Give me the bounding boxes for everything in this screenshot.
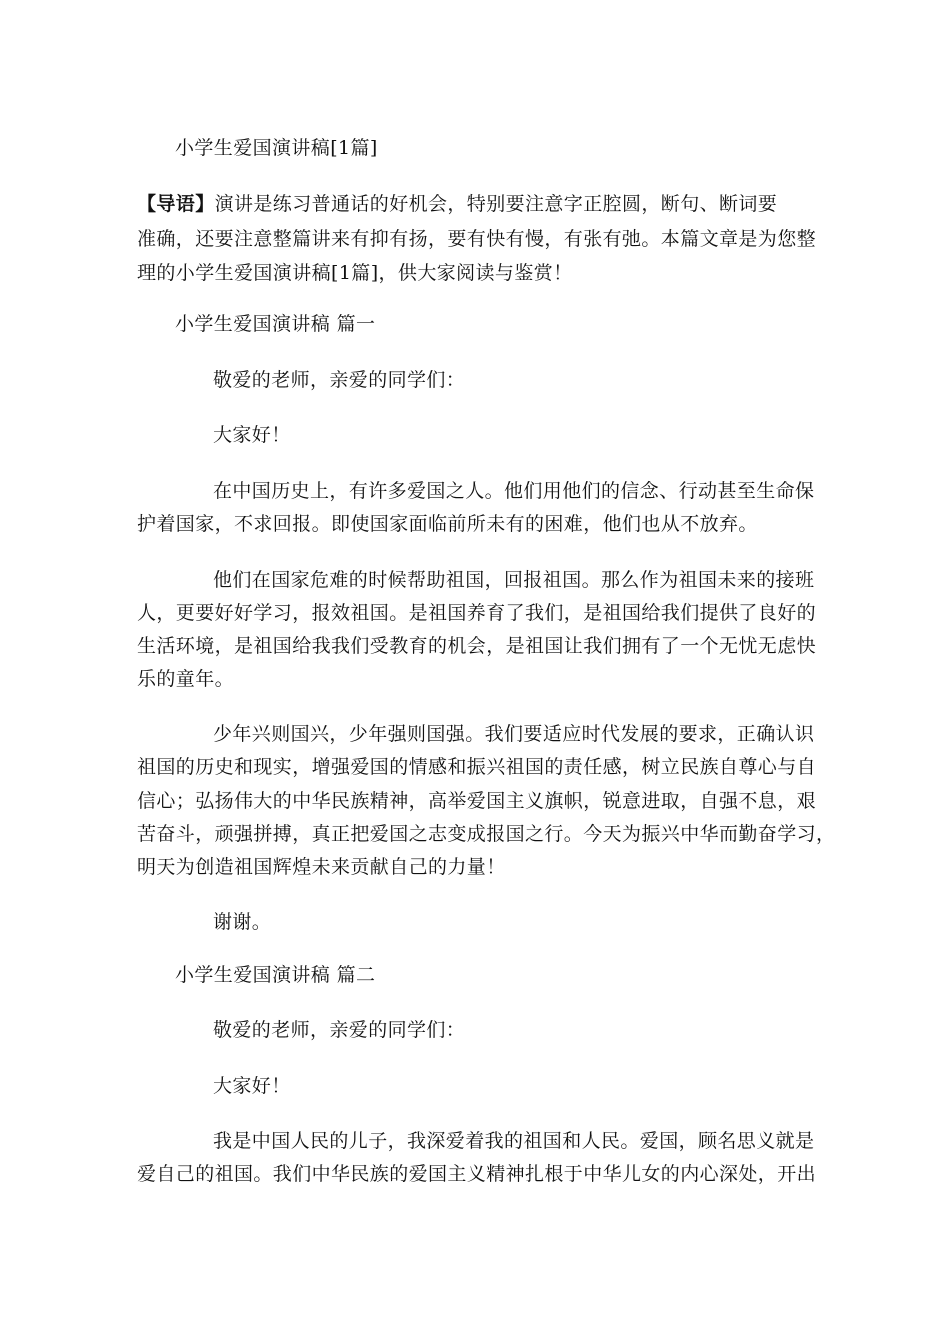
section1-p3-line2: 祖国的历史和现实，增强爱国的情感和振兴祖国的责任感，树立民族自尊心与自 [137,756,817,778]
section1-greeting: 大家好！ [213,424,291,446]
section1-p2-line4: 乐的童年。 [137,668,235,690]
section2-p1-line1: 我是中国人民的儿子，我深爱着我的祖国和人民。爱国，顾名思义就是 [213,1130,815,1152]
section2-greeting: 大家好！ [213,1075,291,1097]
section1-closing: 谢谢。 [213,911,272,933]
section1-p3-line4: 苦奋斗，顽强拼搏，真正把爱国之志变成报国之行。今天为振兴中华而勤奋学习， [137,823,836,845]
section1-p3-line3: 信心；弘扬伟大的中华民族精神，高举爱国主义旗帜，锐意进取，自强不息，艰 [137,790,817,812]
section1-p2-line3: 生活环境，是祖国给我我们受教育的机会，是祖国让我们拥有了一个无忧无虑快 [137,635,817,657]
section1-p3-line5: 明天为创造祖国辉煌未来贡献自己的力量！ [137,856,506,878]
intro-text-1: 演讲是练习普通话的好机会，特别要注意字正腔圆，断句、断词要 [214,193,778,215]
intro-line-3: 理的小学生爱国演讲稿[1篇]，供大家阅读与鉴赏！ [137,262,573,284]
intro-lead: 【导语】 [137,193,215,215]
intro-line-2: 准确，还要注意整篇讲来有抑有扬，要有快有慢，有张有弛。本篇文章是为您整 [137,228,817,250]
section1-p1-line2: 护着国家，不求回报。即使国家面临前所未有的困难，他们也从不放弃。 [137,513,758,535]
section1-p2-line1: 他们在国家危难的时候帮助祖国，回报祖国。那么作为祖国未来的接班 [213,569,815,591]
section1-p3-line1: 少年兴则国兴，少年强则国强。我们要适应时代发展的要求，正确认识 [213,723,815,745]
document-title: 小学生爱国演讲稿[1篇] [175,137,378,159]
intro-line-1 [137,193,777,215]
section2-p1-line2: 爱自己的祖国。我们中华民族的爱国主义精神扎根于中华儿女的内心深处，开出 [137,1163,817,1185]
section1-p1-line1: 在中国历史上，有许多爱国之人。他们用他们的信念、行动甚至生命保 [213,480,815,502]
section2-salutation: 敬爱的老师，亲爱的同学们： [213,1019,466,1041]
section2-heading: 小学生爱国演讲稿 篇二 [175,964,376,986]
section1-p2-line2: 人，更要好好学习，报效祖国。是祖国养育了我们，是祖国给我们提供了良好的 [137,602,817,624]
section1-salutation: 敬爱的老师，亲爱的同学们： [213,369,466,391]
section1-heading: 小学生爱国演讲稿 篇一 [175,313,376,335]
